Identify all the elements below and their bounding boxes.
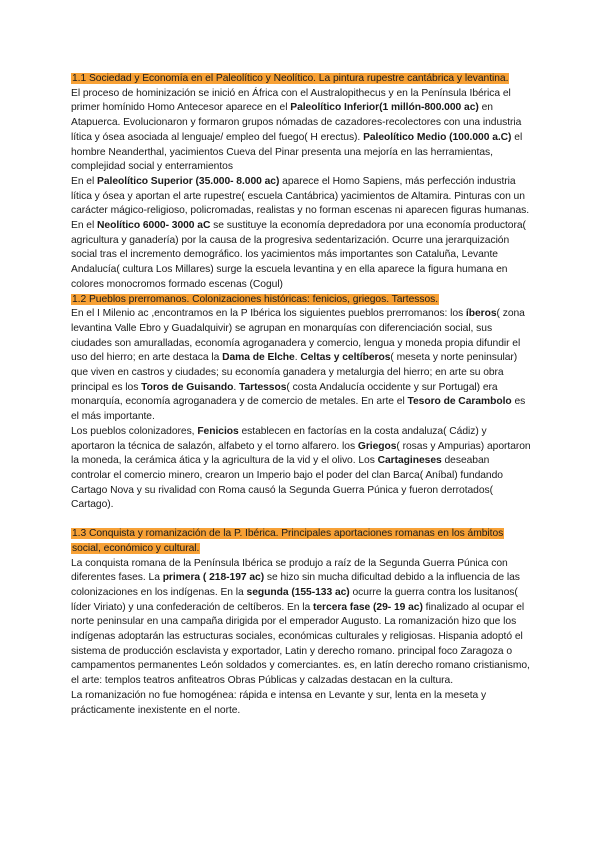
paragraph: En el Paleolítico Superior (35.000- 8.000 ac) aparece el Homo Sapiens, más perfección industria lítica y ósea y aportan el arte rupestre( escuela Cantábrica) yacimientos de Altamira. Pinturas con un carácter mágico-religioso, policromadas, realistas y no forman escenas ni aparecen figuras humanas. [71,175,530,217]
paragraph: En el Neolítico 6000- 3000 aC se sustituye la economía depredadora por una economía productora( agricultura y ganadería) por la causa de la progresiva sedentarización. Ocurre una jerarquización social tras el incremento demográfico. los yacimientos más importantes son Cataluña, Levante Andalucía( cultura Los Millares) surge la escuela levantina y en ella aparece la figura humana en colores monocromos formado escenas (Cogul) [71,220,526,290]
section-heading-3: 1.3 Conquista y romanización de la P. Ibérica. Principales aportaciones romanas en los ámbitos social, económico y cultural. [72,528,504,554]
section-heading-1: 1.1 Sociedad y Economía en el Paleolítico y Neolítico. La pintura rupestre cantábrica y levantina. [72,73,509,84]
document-body [71,72,531,718]
spacer [71,513,531,527]
paragraph: El proceso de hominización se inició en África con el Australopithecus y en la Península Ibérica el primer homínido Homo Antecesor aparece en el Paleolítico Inferior(1 millón-800.000 ac) en Atapuerca. Evolucionaron y formaron grupos nómadas de cazadores-recolectores con una industria lítica y ósea asociada al lenguaje/ empleo del fuego( H erectus). Paleolítico Medio (100.000 a.C) el hombre Neanderthal, yacimientos Cueva del Pinar presenta una mejoría en las herramientas, complejidad social y enterramientos [71,87,523,173]
paragraph: La conquista romana de la Península Ibérica se produjo a raíz de la Segunda Guerra Púnica con diferentes fases. La primera ( 218-197 ac) se hizo sin mucha dificultad debido a la influencia de las colonizaciones en los indígenas. En la segunda (155-133 ac) ocurre la guerra contra los lusitanos( líder Viriato) y una confederación de celtíberos. En la tercera fase (29- 19 ac) finalizado al ocupar el norte peninsular en una campaña dirigida por el emperador Augusto. La romanización hizo que los indígenas adoptarán las estructuras sociales, económicas culturales y religiosas. Hispania adoptó el sistema de producción esclavista y exportador, Latin y derecho romano. principal foco Zaragoza o campamentos permanentes León soldados y comerciantes. es, en latín derecho romano cristianismo, el arte: templos teatros anfiteatros Obras Públicas y calzadas destacan en la cultura. [71,557,530,687]
paragraph: La romanización no fue homogénea: rápida e intensa en Levante y sur, lenta en la meseta y prácticamente inexistente en el norte. [71,689,487,716]
paragraph: En el I Milenio ac ,encontramos en la P Ibérica los siguientes pueblos prerromanos: los íberos( zona levantina Valle Ebro y Guadalquivir) se agrupan en monarquías con diferenciación social, sus ciudades son amuralladas, economía agroganadera y comercio, lengua y moneda propia difundir el uso del hierro; en arte destaca la Dama de Elche. Celtas y celtíberos( meseta y norte peninsular) que viven en castros y ciudades; su economía ganadera y metalurgia del hierro; en arte su obra principal es los Toros de Guisando. Tartessos( costa Andalucía occidente y sur Portugal) era monarquía, economía agroganadera y de comercio de metales. En arte el Tesoro de Carambolo es el más importante. [71,308,526,423]
paragraph: Los pueblos colonizadores, Fenicios establecen en factorías en la costa andaluza( Cádiz) y aportaron la técnica de salazón, alfabeto y el torno alfarero. los Griegos( rosas y Ampurias) aportaron la moneda, la cerámica ática y la agricultura de la vid y el olivo. Los Cartagineses deseaban controlar el comercio minero, crearon un Imperio bajo el poder del clan Barca( Aníbal) fundando Cartago Nova y su rivalidad con Roma causó la Segunda Guerra Púnica y fueron derrotados( Cartago). [71,425,531,511]
section-heading-2: 1.2 Pueblos prerromanos. Colonizaciones históricas: fenicios, griegos. Tartessos. [72,293,439,305]
